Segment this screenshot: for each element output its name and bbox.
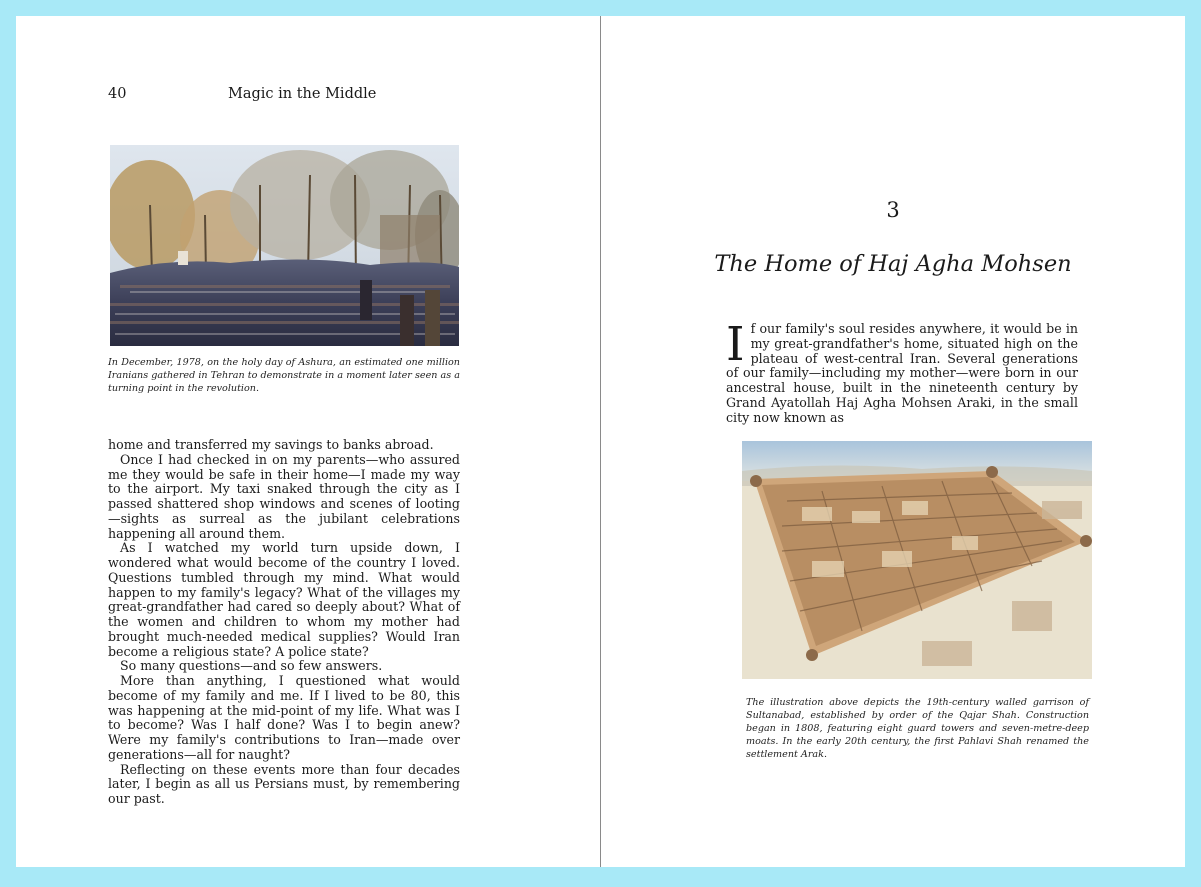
book-spread	[16, 16, 1185, 867]
chapter-number: 3	[886, 198, 900, 222]
paragraph: More than anything, I questioned what would become of my family and me. If I lived to be 80, this was happening at the mid-point of my life. What was I to become? Was I half done? Was I to begin anew? Were my family's contributions to Iran—made over generations—all for naught?	[108, 673, 460, 762]
illustration-caption: The illustration above depicts the 19th-century walled garrison of Sultanabad, established by order of the Qajar Shah. Construction began in 1808, featuring eight guard towers and seven-metre-deep moats. In the early 20th century, the first Pahlavi Shah renamed the settlement Arak.	[746, 697, 1089, 760]
left-page	[16, 16, 600, 867]
chapter-opening	[726, 317, 1078, 425]
right-page	[601, 16, 1185, 867]
chapter-title: The Home of Haj Agha Mohsen	[714, 251, 1072, 277]
paragraph: Reflecting on these events more than four decades later, I begin as all us Persians must, by remembering our past.	[108, 761, 460, 806]
paragraph: Once I had checked in on my parents—who assured me they would be safe in their home—I made my way to the airport. My taxi snaked through the city as I passed shattered shop windows and scenes of looting—sights as surreal as the jubilant celebrations happening all around them.	[108, 451, 460, 541]
paragraph: As I watched my world turn upside down, I wondered what would become of the country I loved. Questions tumbled through my mind. What would happen to my family's legacy? What of the villages my great-grandfather had cared so deeply about? What of the women and children to whom my mother had brought much-needed medical supplies? Would Iran become a religious state? A police state?	[108, 540, 460, 659]
drop-cap: I	[726, 317, 745, 372]
ashura-crowd-photo	[110, 145, 459, 346]
body-text	[108, 438, 460, 807]
running-title: Magic in the Middle	[228, 86, 377, 102]
opening-paragraph: f our family's soul resides anywhere, it would be in my great-grandfather's home, situated high on the plateau of west-central Iran. Several generations of our family—including my mother—were born in our ancestral house, built in the nineteenth century by Grand Ayatollah Haj Agha Mohsen Araki, in the small city now known as	[726, 321, 1078, 425]
paragraph: home and transferred my savings to banks abroad.	[108, 437, 434, 452]
paragraph: So many questions—and so few answers.	[120, 658, 383, 674]
page-number: 40	[108, 86, 127, 102]
photo-caption: In December, 1978, on the holy day of Ashura, an estimated one million Iranians gathered in Tehran to demonstrate in a moment later seen as a turning point in the revolution.	[108, 357, 460, 394]
sultanabad-illustration	[742, 441, 1092, 679]
